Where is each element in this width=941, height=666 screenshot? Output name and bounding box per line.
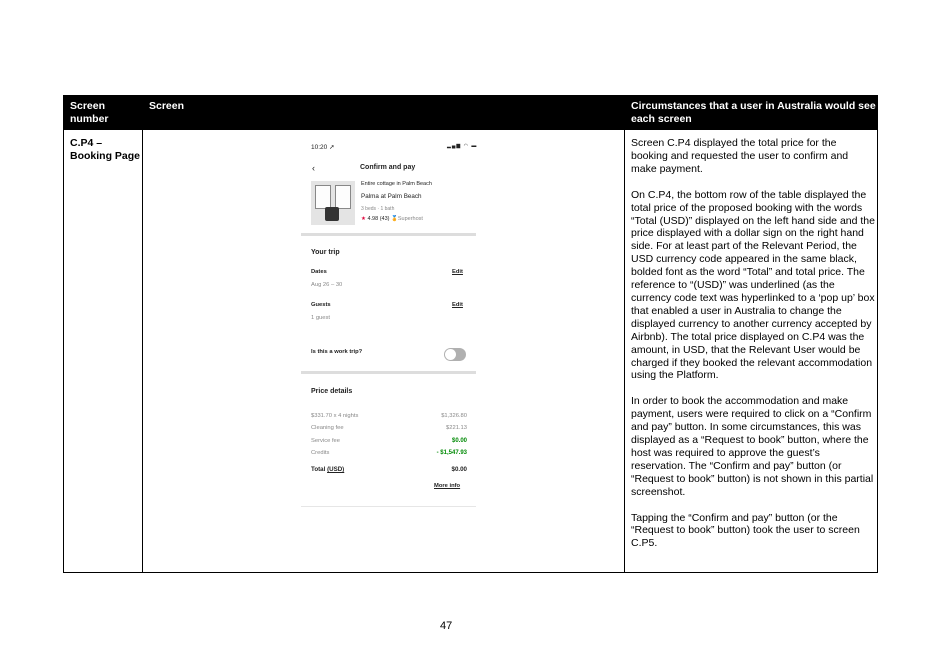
header-circumstances: Circumstances that a user in Australia would see each screen bbox=[631, 100, 876, 125]
total-value: $0.00 bbox=[451, 466, 467, 473]
dates-value: Aug 26 – 30 bbox=[311, 282, 343, 288]
page-number: 47 bbox=[440, 620, 453, 632]
rating-value: 4.98 (43) bbox=[367, 216, 390, 222]
column-divider bbox=[624, 130, 625, 572]
circumstances-cell bbox=[631, 137, 876, 563]
section-divider bbox=[301, 371, 476, 374]
bottom-divider bbox=[301, 506, 476, 507]
listing-rating bbox=[361, 216, 423, 222]
screen-number-cell: C.P4 – Booking Page bbox=[70, 137, 141, 162]
price-details-title: Price details bbox=[311, 388, 353, 395]
screen-title: Confirm and pay bbox=[360, 164, 416, 171]
nightly-rate-label: $331.70 x 4 nights bbox=[311, 413, 359, 419]
document-table bbox=[63, 95, 878, 573]
phone-screenshot bbox=[301, 136, 476, 508]
guests-label: Guests bbox=[311, 302, 331, 308]
header-screen-number: Screen number bbox=[70, 100, 109, 125]
more-info-link[interactable]: More info bbox=[434, 483, 461, 489]
listing-name: Palma at Palm Beach bbox=[361, 193, 422, 200]
column-divider bbox=[142, 130, 143, 572]
status-bar-icons: ▂▄▆ ◠ ▬ bbox=[447, 143, 478, 149]
description-paragraph: Tapping the “Confirm and pay” button (or the “Request to book” button) took the user to screen C.P5. bbox=[631, 511, 860, 550]
listing-thumbnail bbox=[311, 181, 355, 225]
work-trip-toggle[interactable] bbox=[444, 348, 466, 361]
back-chevron-icon[interactable]: ‹ bbox=[312, 163, 315, 173]
header-screen: Screen bbox=[149, 100, 185, 112]
cleaning-fee-value: $221.13 bbox=[446, 425, 467, 431]
total-label: Total (USD) bbox=[311, 466, 345, 473]
edit-guests-link[interactable]: Edit bbox=[452, 302, 463, 308]
section-divider bbox=[301, 233, 476, 236]
your-trip-title: Your trip bbox=[311, 249, 340, 256]
guests-value: 1 guest bbox=[311, 315, 331, 321]
work-trip-label: Is this a work trip? bbox=[311, 349, 363, 355]
credits-label: Credits bbox=[311, 450, 330, 456]
superhost-label: Superhost bbox=[397, 216, 423, 222]
service-fee-label: Service fee bbox=[311, 438, 340, 444]
table-header-row bbox=[64, 96, 877, 130]
dates-label: Dates bbox=[311, 269, 327, 275]
edit-dates-link[interactable]: Edit bbox=[452, 269, 463, 275]
listing-beds: 3 beds · 1 bath bbox=[361, 206, 395, 212]
service-fee-value: $0.00 bbox=[451, 438, 467, 444]
description-paragraph: On C.P4, the bottom row of the table displayed the total price of the proposed booking with the words “Total (USD)” displayed on the left hand side and the price displayed with a dollar sign on the right hand side. For at least part of the Relevant Period, the USD currency code appeared in the same black, bolded font as the word “Total” and total price. The reference to “(USD)” was underlined (as the currency code text was hyperlinked to a ‘pop up’ box that enabled a user in Australia to change the displayed currency to another currency accepted by Airbnb). The total price displayed on C.P4 was the amount, in USD, that the Relevant User would be charged if they booked the relevant accommodation using the Platform. bbox=[631, 188, 875, 382]
superhost-icon: 🏅 bbox=[391, 216, 398, 222]
status-time: 10:20 ➚ bbox=[311, 144, 335, 151]
listing-type: Entire cottage in Palm Beach bbox=[361, 181, 432, 187]
nightly-rate-value: $1,326.80 bbox=[441, 413, 467, 419]
total-currency-link[interactable]: (USD) bbox=[327, 466, 345, 473]
description-paragraph: In order to book the accommodation and make payment, users were required to click on a “Confirm and pay” button. In some circumstances, this was displayed as a “Request to book” button, where the host was required to approve the guest’s reservation. The “Confirm and pay” button (or “Request to book” button) is not shown in this partial screenshot. bbox=[631, 395, 874, 498]
description-paragraph: Screen C.P4 displayed the total price for the booking and requested the user to confirm and make payment. bbox=[631, 137, 849, 175]
star-icon: ★ bbox=[361, 216, 366, 222]
credits-value: - $1,547.93 bbox=[436, 450, 467, 456]
cleaning-fee-label: Cleaning fee bbox=[311, 425, 344, 431]
